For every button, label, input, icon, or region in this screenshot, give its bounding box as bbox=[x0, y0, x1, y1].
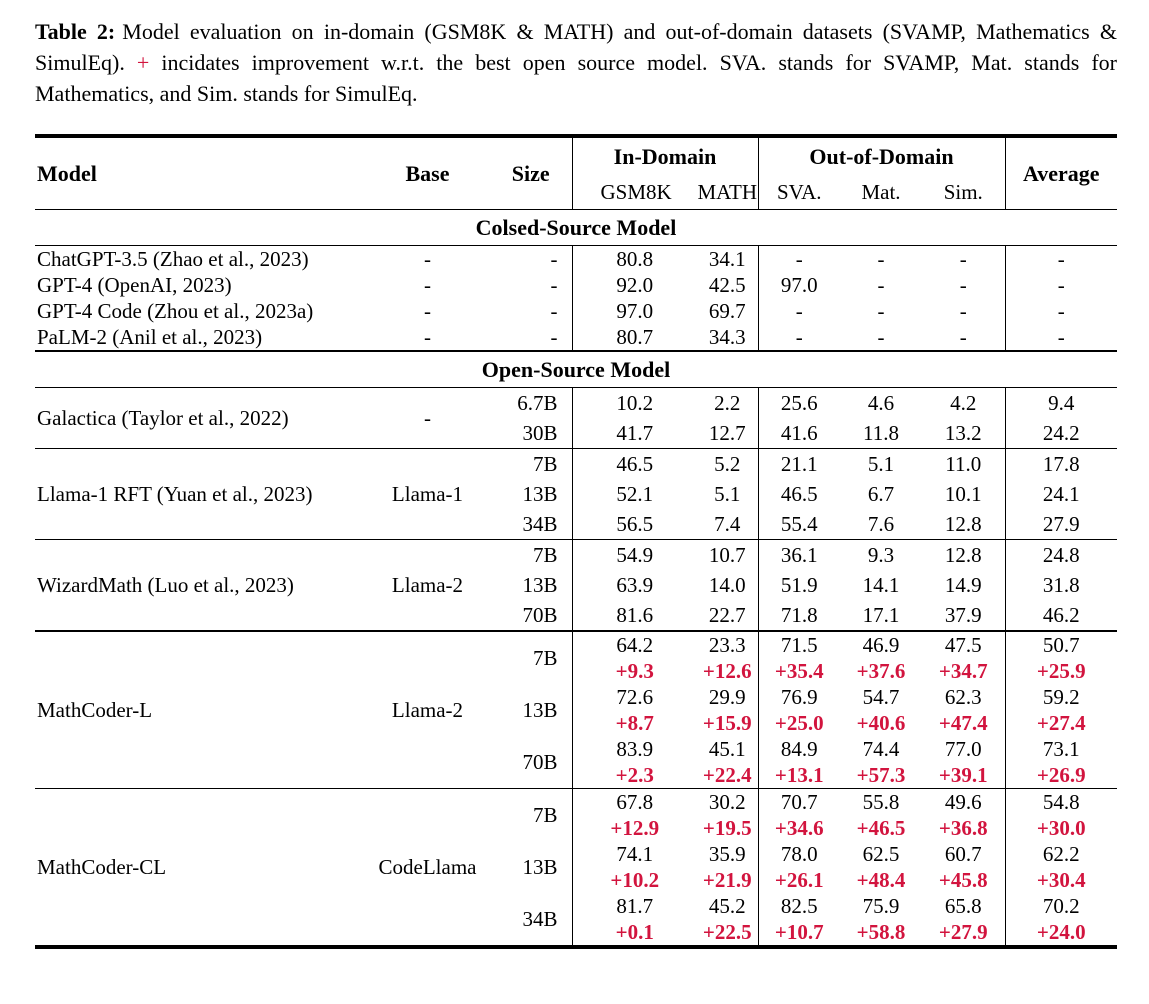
value-cell: 47.5 bbox=[944, 633, 982, 657]
value-cell: 62.2 bbox=[1005, 841, 1117, 867]
base-model-cell: - bbox=[424, 325, 431, 349]
model-name-cell: PaLM-2 (Anil et al., 2023) bbox=[37, 325, 263, 349]
value-cell: 6.7 bbox=[867, 482, 895, 506]
base-model-cell: - bbox=[424, 299, 431, 323]
value-cell: 37.9 bbox=[944, 603, 982, 627]
size-cell: 30B bbox=[522, 421, 558, 445]
model-name-cell: ChatGPT-3.5 (Zhao et al., 2023) bbox=[37, 247, 309, 271]
value-cell: 11.0 bbox=[945, 452, 982, 476]
value-cell: 71.5 bbox=[758, 632, 840, 658]
value-cell: 4.6 bbox=[867, 391, 895, 415]
value-cell: 97.0 bbox=[572, 298, 669, 324]
size-cell: 13B bbox=[522, 573, 558, 597]
value-cell: 34.3 bbox=[708, 325, 746, 349]
value-cell: 67.8 bbox=[572, 789, 669, 815]
bottom-rule-line bbox=[35, 945, 1117, 949]
base-model-cell: - bbox=[424, 406, 431, 430]
value-cell: 22.7 bbox=[708, 603, 746, 627]
value-cell: 9.3 bbox=[867, 543, 895, 567]
table-row bbox=[35, 632, 1117, 658]
col-header-mat: Mat. bbox=[861, 179, 901, 204]
section-title-row bbox=[35, 352, 1117, 387]
value-cell: 92.0 bbox=[572, 272, 669, 298]
col-header-size: Size bbox=[511, 160, 550, 186]
table-row bbox=[35, 449, 1117, 479]
value-cell: 42.5 bbox=[708, 273, 746, 297]
value-cell: 70.7 bbox=[758, 789, 840, 815]
value-cell: - bbox=[877, 247, 885, 271]
model-name-cell: GPT-4 Code (Zhou et al., 2023a) bbox=[37, 299, 314, 323]
value-cell: 55.4 bbox=[758, 509, 840, 539]
value-cell: 59.2 bbox=[1005, 684, 1117, 710]
improvement-cell: +58.8 bbox=[856, 920, 906, 944]
value-cell: - bbox=[877, 325, 885, 349]
value-cell: 29.9 bbox=[708, 685, 746, 709]
improvement-cell: +0.1 bbox=[572, 919, 669, 945]
improvement-cell: +22.5 bbox=[702, 920, 752, 944]
value-cell: 63.9 bbox=[572, 570, 669, 600]
improvement-cell: +47.4 bbox=[938, 711, 988, 735]
bottom-rule bbox=[35, 945, 1117, 949]
value-cell: 76.9 bbox=[758, 684, 840, 710]
value-cell: 5.1 bbox=[867, 452, 895, 476]
value-cell: 78.0 bbox=[758, 841, 840, 867]
improvement-cell: +21.9 bbox=[702, 868, 752, 892]
value-cell: - bbox=[959, 247, 967, 271]
value-cell: 72.6 bbox=[572, 684, 669, 710]
size-cell: 34B bbox=[522, 512, 558, 536]
value-cell: - bbox=[959, 299, 967, 323]
improvement-cell: +2.3 bbox=[572, 762, 669, 788]
col-header-math: MATH bbox=[697, 179, 757, 204]
value-cell: 24.1 bbox=[1005, 479, 1117, 509]
value-cell: 17.8 bbox=[1005, 449, 1117, 479]
improvement-cell: +48.4 bbox=[856, 868, 906, 892]
size-cell: - bbox=[550, 247, 558, 271]
model-name-cell: Galactica (Taylor et al., 2022) bbox=[37, 406, 289, 430]
base-model-cell: Llama-2 bbox=[391, 573, 464, 597]
improvement-cell: +36.8 bbox=[938, 816, 988, 840]
value-cell: 31.8 bbox=[1005, 570, 1117, 600]
table-row bbox=[35, 272, 1117, 298]
value-cell: 35.9 bbox=[708, 842, 746, 866]
improvement-cell: +9.3 bbox=[572, 658, 669, 684]
improvement-cell: +15.9 bbox=[702, 711, 752, 735]
model-name-cell: MathCoder-L bbox=[37, 698, 153, 722]
caption-text-before-plus: Model evaluation on in-domain (GSM8K & MATH) and out-of-domain datasets (SVAMP, Mathematics & SimulEq). bbox=[35, 19, 1118, 75]
value-cell: 10.2 bbox=[572, 388, 669, 418]
value-cell: 11.8 bbox=[863, 421, 899, 445]
value-cell: 7.4 bbox=[714, 512, 741, 536]
header-row bbox=[35, 138, 1117, 175]
size-cell: 70B bbox=[522, 603, 558, 627]
improvement-cell: +12.6 bbox=[702, 659, 752, 683]
base-model-cell: - bbox=[424, 247, 431, 271]
base-model-cell: Llama-1 bbox=[391, 482, 464, 506]
size-cell: 13B bbox=[522, 698, 558, 722]
value-cell: 5.1 bbox=[714, 482, 741, 506]
size-cell: 7B bbox=[532, 646, 558, 670]
value-cell: 62.5 bbox=[862, 842, 900, 866]
size-cell: 7B bbox=[532, 543, 558, 567]
value-cell: 5.2 bbox=[714, 452, 741, 476]
value-cell: 12.8 bbox=[944, 543, 982, 567]
improvement-cell: +45.8 bbox=[938, 868, 988, 892]
improvement-cell: +26.9 bbox=[1005, 762, 1117, 788]
value-cell: 54.8 bbox=[1005, 789, 1117, 815]
value-cell: 74.4 bbox=[862, 737, 900, 761]
caption-label: Table 2: bbox=[35, 19, 116, 44]
model-name-cell: GPT-4 (OpenAI, 2023) bbox=[37, 273, 232, 297]
improvement-cell: +57.3 bbox=[856, 763, 906, 787]
value-cell: 10.7 bbox=[708, 543, 746, 567]
value-cell: - bbox=[758, 246, 840, 272]
value-cell: 45.2 bbox=[708, 894, 746, 918]
table-caption bbox=[35, 16, 1117, 109]
section-title: Open-Source Model bbox=[481, 356, 671, 382]
base-model-cell: - bbox=[424, 273, 431, 297]
value-cell: 14.9 bbox=[944, 573, 982, 597]
value-cell: 70.2 bbox=[1005, 893, 1117, 919]
value-cell: 83.9 bbox=[572, 736, 669, 762]
col-header-average: Average bbox=[1005, 138, 1117, 209]
improvement-cell: +34.7 bbox=[938, 659, 988, 683]
base-model-cell: Llama-2 bbox=[391, 698, 464, 722]
value-cell: 12.8 bbox=[944, 512, 982, 536]
value-cell: 21.1 bbox=[758, 449, 840, 479]
size-cell: 13B bbox=[522, 855, 558, 879]
value-cell: - bbox=[1005, 246, 1117, 272]
improvement-cell: +40.6 bbox=[856, 711, 906, 735]
improvement-cell: +30.0 bbox=[1005, 815, 1117, 841]
value-cell: 75.9 bbox=[862, 894, 900, 918]
col-header-sva: SVA. bbox=[758, 175, 840, 209]
value-cell: 36.1 bbox=[758, 540, 840, 570]
caption-text-after-plus: incidates improvement w.r.t. the best open source model. SVA. stands for SVAMP, Mat. stands for Mathematics, and Sim. stands for SimulEq. bbox=[35, 50, 1117, 106]
value-cell: 74.1 bbox=[572, 841, 669, 867]
value-cell: 51.9 bbox=[758, 570, 840, 600]
model-name-cell: Llama-1 RFT (Yuan et al., 2023) bbox=[37, 482, 313, 506]
improvement-cell: +19.5 bbox=[702, 816, 752, 840]
improvement-cell: +30.4 bbox=[1005, 867, 1117, 893]
improvement-cell: +25.9 bbox=[1005, 658, 1117, 684]
table-row bbox=[35, 298, 1117, 324]
value-cell: 77.0 bbox=[944, 737, 982, 761]
improvement-cell: +39.1 bbox=[938, 763, 988, 787]
plus-marker: + bbox=[136, 50, 150, 75]
value-cell: 7.6 bbox=[867, 512, 895, 536]
value-cell: 24.2 bbox=[1005, 418, 1117, 448]
value-cell: - bbox=[1005, 272, 1117, 298]
value-cell: 82.5 bbox=[758, 893, 840, 919]
col-header-out-of-domain: Out-of-Domain bbox=[758, 138, 1005, 175]
value-cell: 62.3 bbox=[944, 685, 982, 709]
table-row bbox=[35, 388, 1117, 418]
value-cell: 49.6 bbox=[944, 790, 982, 814]
value-cell: 84.9 bbox=[758, 736, 840, 762]
size-cell: 7B bbox=[532, 452, 558, 476]
value-cell: 69.7 bbox=[708, 299, 746, 323]
size-cell: 13B bbox=[522, 482, 558, 506]
value-cell: 65.8 bbox=[944, 894, 982, 918]
improvement-cell: +35.4 bbox=[758, 658, 840, 684]
improvement-cell: +37.6 bbox=[856, 659, 906, 683]
size-cell: 34B bbox=[522, 907, 558, 931]
model-name-cell: WizardMath (Luo et al., 2023) bbox=[37, 573, 294, 597]
col-header-gsm8k: GSM8K bbox=[572, 175, 669, 209]
improvement-cell: +13.1 bbox=[758, 762, 840, 788]
value-cell: 12.7 bbox=[708, 421, 746, 445]
value-cell: 14.1 bbox=[862, 573, 900, 597]
improvement-cell: +12.9 bbox=[572, 815, 669, 841]
value-cell: 23.3 bbox=[708, 633, 746, 657]
value-cell: 34.1 bbox=[708, 247, 746, 271]
value-cell: - bbox=[877, 299, 885, 323]
section-title: Colsed-Source Model bbox=[475, 214, 677, 240]
value-cell: 56.5 bbox=[572, 509, 669, 539]
value-cell: 52.1 bbox=[572, 479, 669, 509]
base-model-cell: CodeLlama bbox=[378, 855, 477, 879]
improvement-cell: +10.7 bbox=[758, 919, 840, 945]
value-cell: 45.1 bbox=[708, 737, 746, 761]
value-cell: 41.6 bbox=[758, 418, 840, 448]
col-header-model: Model bbox=[37, 160, 97, 186]
value-cell: 80.8 bbox=[572, 246, 669, 272]
value-cell: - bbox=[959, 325, 967, 349]
value-cell: 46.2 bbox=[1005, 600, 1117, 630]
value-cell: 10.1 bbox=[944, 482, 982, 506]
improvement-cell: +8.7 bbox=[572, 710, 669, 736]
value-cell: 60.7 bbox=[944, 842, 982, 866]
value-cell: - bbox=[758, 324, 840, 350]
value-cell: 41.7 bbox=[572, 418, 669, 448]
size-cell: 7B bbox=[532, 803, 558, 827]
section-title-row bbox=[35, 210, 1117, 245]
improvement-cell: +27.4 bbox=[1005, 710, 1117, 736]
value-cell: 46.5 bbox=[758, 479, 840, 509]
size-cell: 70B bbox=[522, 750, 558, 774]
value-cell: 4.2 bbox=[950, 391, 977, 415]
results-table bbox=[35, 134, 1117, 949]
improvement-cell: +10.2 bbox=[572, 867, 669, 893]
value-cell: 54.7 bbox=[862, 685, 900, 709]
value-cell: 14.0 bbox=[708, 573, 746, 597]
value-cell: - bbox=[758, 298, 840, 324]
col-header-base: Base bbox=[405, 160, 450, 186]
value-cell: 46.5 bbox=[572, 449, 669, 479]
table-row bbox=[35, 540, 1117, 570]
value-cell: 81.6 bbox=[572, 600, 669, 630]
value-cell: 55.8 bbox=[862, 790, 900, 814]
value-cell: 46.9 bbox=[862, 633, 900, 657]
improvement-cell: +24.0 bbox=[1005, 919, 1117, 945]
table-row bbox=[35, 324, 1117, 350]
col-header-sim: Sim. bbox=[943, 179, 983, 204]
value-cell: - bbox=[1005, 298, 1117, 324]
value-cell: - bbox=[1005, 324, 1117, 350]
size-cell: - bbox=[550, 273, 558, 297]
improvement-cell: +25.0 bbox=[758, 710, 840, 736]
value-cell: 81.7 bbox=[572, 893, 669, 919]
value-cell: 71.8 bbox=[758, 600, 840, 630]
value-cell: - bbox=[959, 273, 967, 297]
improvement-cell: +22.4 bbox=[702, 763, 752, 787]
value-cell: 73.1 bbox=[1005, 736, 1117, 762]
improvement-cell: +27.9 bbox=[938, 920, 988, 944]
value-cell: 64.2 bbox=[572, 632, 669, 658]
value-cell: 9.4 bbox=[1005, 388, 1117, 418]
value-cell: 2.2 bbox=[714, 391, 741, 415]
table-row bbox=[35, 789, 1117, 815]
value-cell: 25.6 bbox=[758, 388, 840, 418]
model-name-cell: MathCoder-CL bbox=[37, 855, 167, 879]
value-cell: 30.2 bbox=[708, 790, 746, 814]
size-cell: - bbox=[550, 325, 558, 349]
value-cell: 27.9 bbox=[1005, 509, 1117, 539]
value-cell: 80.7 bbox=[572, 324, 669, 350]
value-cell: 17.1 bbox=[862, 603, 900, 627]
improvement-cell: +46.5 bbox=[856, 816, 906, 840]
value-cell: 50.7 bbox=[1005, 632, 1117, 658]
value-cell: - bbox=[877, 273, 885, 297]
value-cell: 97.0 bbox=[758, 272, 840, 298]
value-cell: 13.2 bbox=[944, 421, 982, 445]
col-header-in-domain: In-Domain bbox=[572, 138, 758, 175]
value-cell: 54.9 bbox=[572, 540, 669, 570]
improvement-cell: +26.1 bbox=[758, 867, 840, 893]
improvement-cell: +34.6 bbox=[758, 815, 840, 841]
size-cell: 6.7B bbox=[517, 391, 558, 415]
value-cell: 24.8 bbox=[1005, 540, 1117, 570]
table-row bbox=[35, 246, 1117, 272]
size-cell: - bbox=[550, 299, 558, 323]
